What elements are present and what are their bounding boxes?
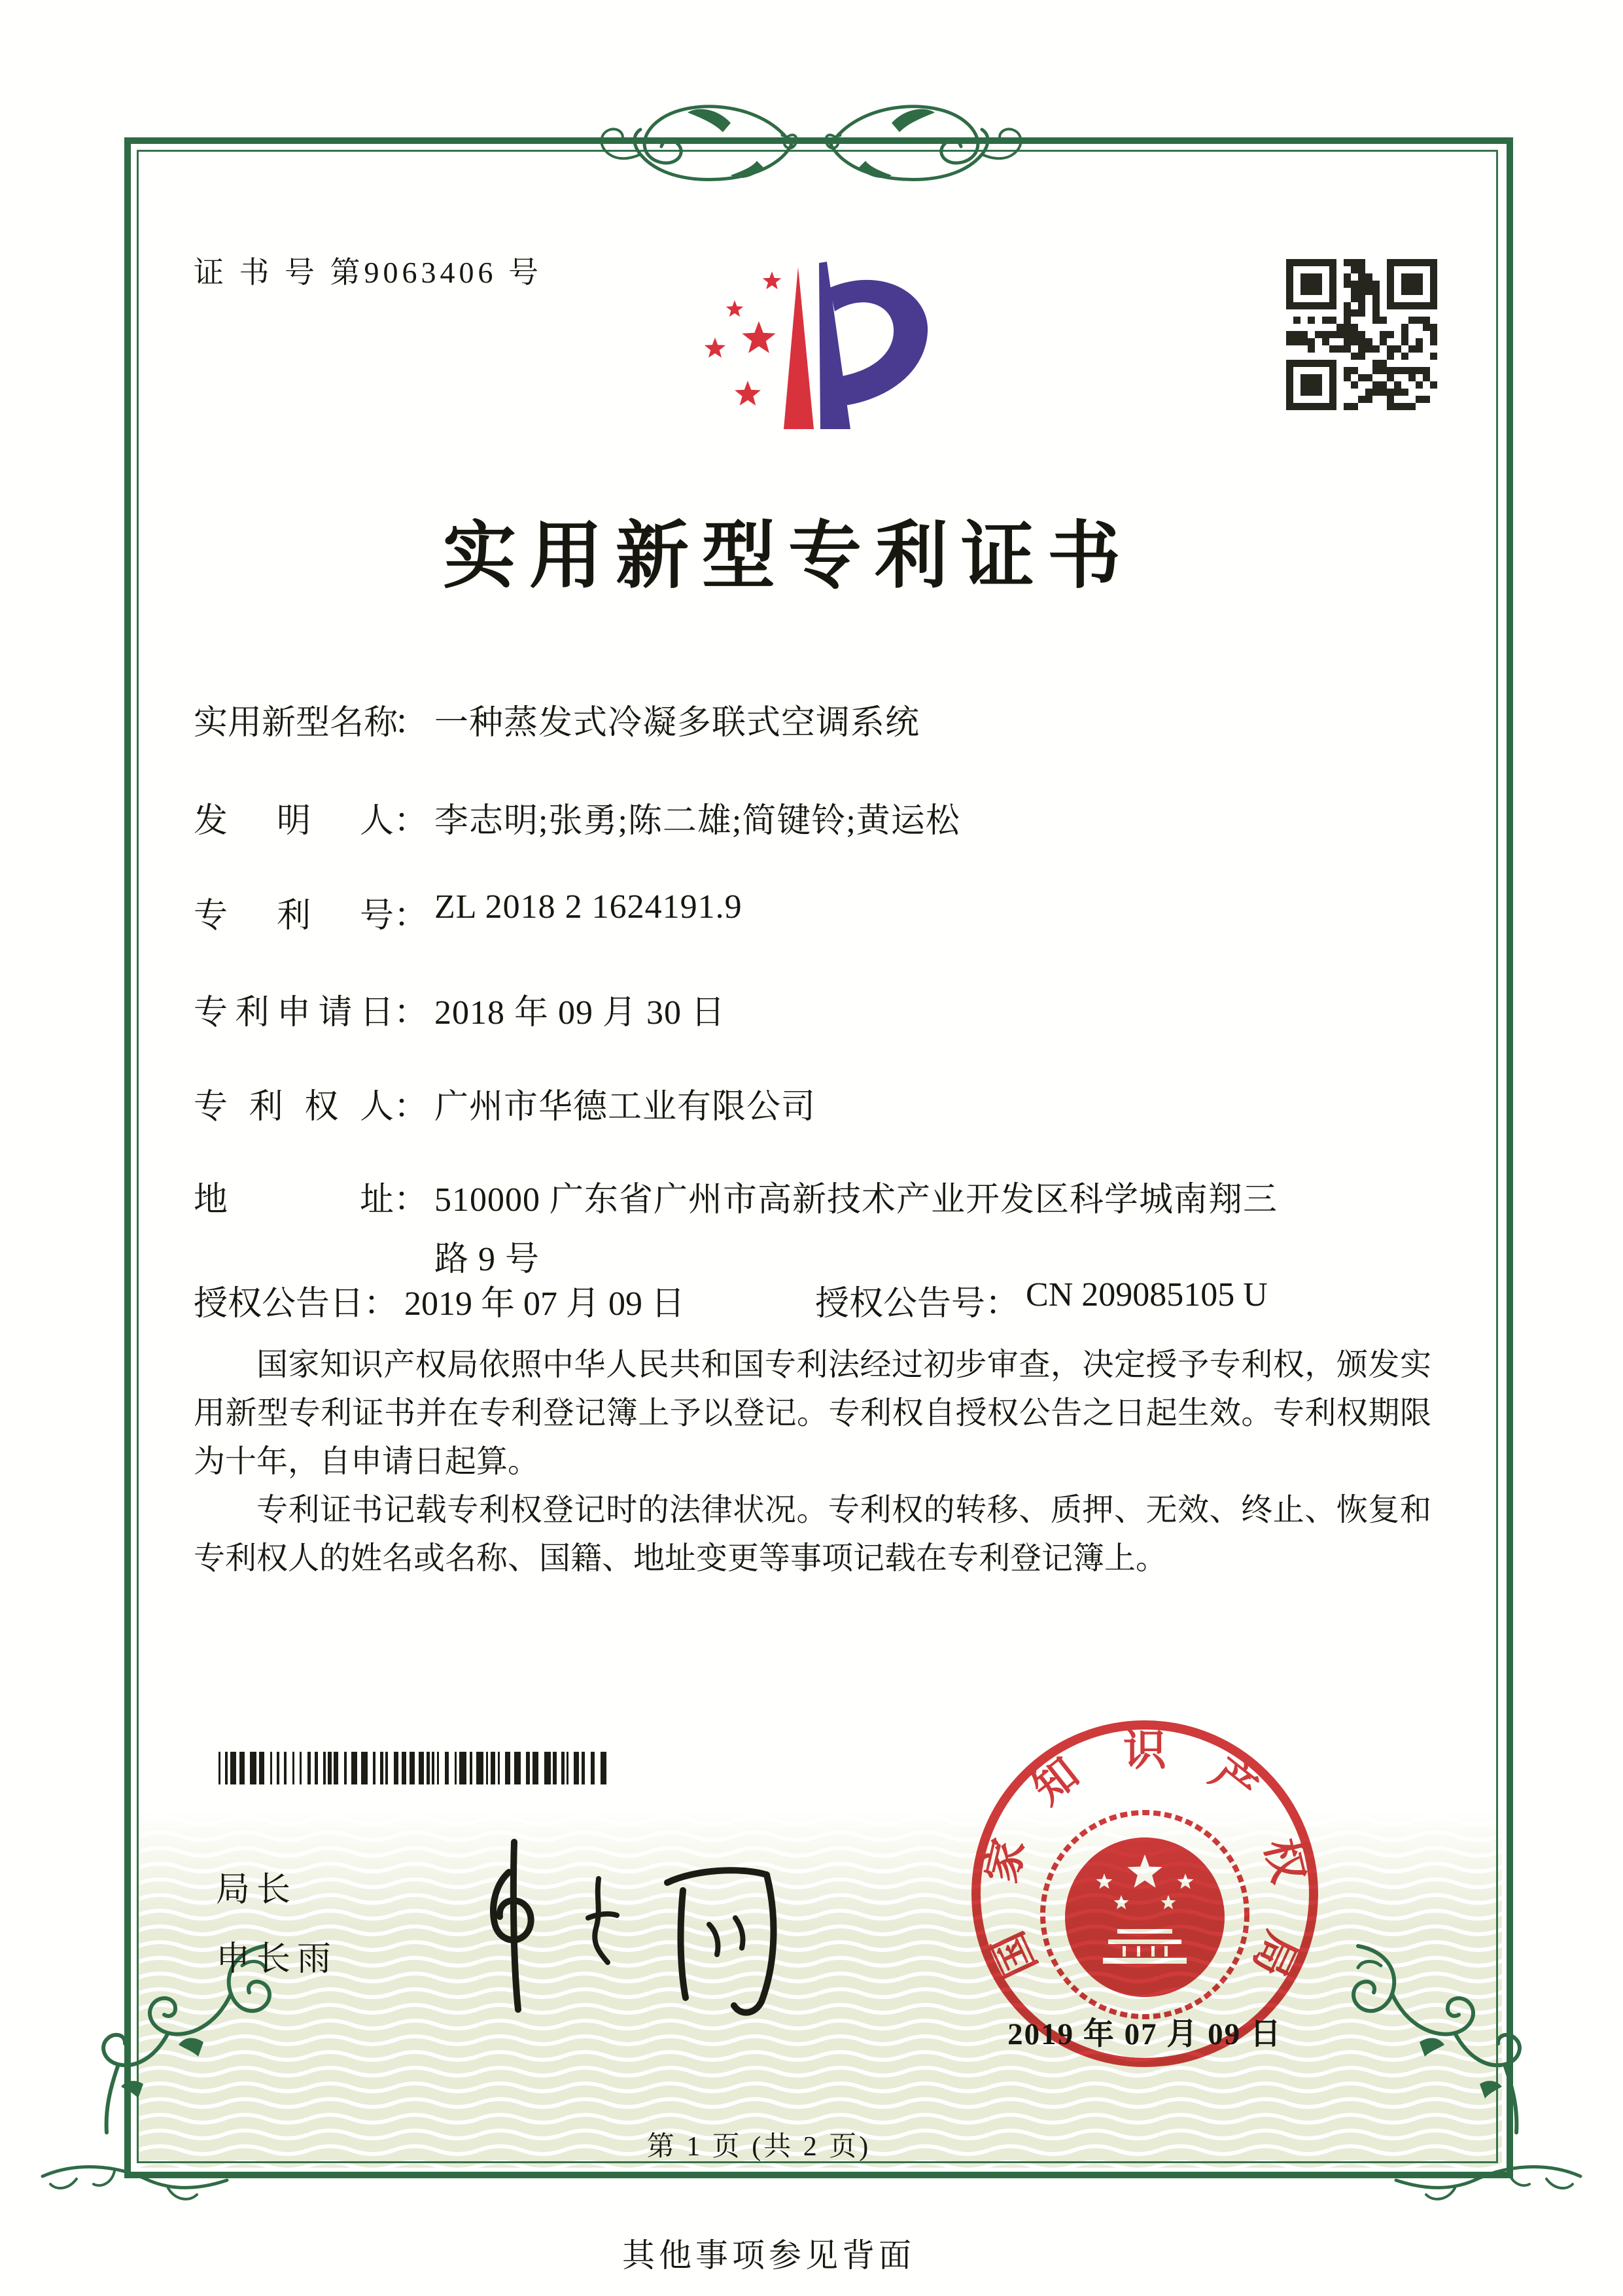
address-line-2: 路 9 号	[434, 1241, 540, 1278]
field-row-name	[194, 695, 920, 744]
grant-number-group	[815, 1276, 1268, 1325]
logo-stars-icon	[705, 271, 782, 406]
field-row-patent-no	[194, 888, 742, 937]
grant-number-value: CN 209085105 U	[1026, 1276, 1268, 1313]
certificate-title: 实用新型专利证书	[443, 516, 1134, 597]
barcode	[218, 1752, 621, 1784]
field-label: 专 利 权 人	[194, 1088, 394, 1126]
director-name: 申长雨	[216, 1941, 338, 1978]
address-line-1: 510000 广东省广州市高新技术产业开发区科学城南翔三	[434, 1181, 1278, 1219]
seal-date: 2019 年 07 月 09 日	[1007, 2017, 1282, 2051]
field-label: 发 明 人	[194, 803, 394, 840]
qr-code	[1286, 259, 1437, 410]
field-label: 专 利 申 请 日	[194, 994, 394, 1032]
svg-text:家: 家	[977, 1834, 1034, 1888]
svg-text:权: 权	[1255, 1834, 1312, 1888]
label-colon: ：	[985, 1285, 1020, 1323]
field-label: 专 利 号	[194, 897, 394, 935]
svg-text:国: 国	[984, 1924, 1046, 1984]
logo-p-bowl	[829, 280, 928, 406]
svg-text:产: 产	[1201, 1749, 1266, 1814]
field-value: 广州市华德工业有限公司	[434, 1088, 816, 1126]
label-colon: ：	[394, 1088, 428, 1126]
field-row-address	[194, 1172, 1278, 1280]
field-value	[434, 1172, 1278, 1280]
label-colon: ：	[394, 704, 428, 742]
grant-number-label: 授权公告号	[815, 1285, 986, 1323]
field-label: 实 用 新 型 名 称	[194, 704, 398, 742]
page-number: 第 1 页 (共 2 页)	[646, 2132, 871, 2162]
label-colon: ：	[394, 994, 428, 1032]
director-signature	[458, 1832, 837, 2041]
grant-date-group	[194, 1276, 685, 1325]
certificate-number: 证 书 号 第9063406 号	[194, 256, 542, 289]
label-colon: ：	[364, 1285, 398, 1323]
field-row-patentee	[194, 1079, 816, 1128]
grant-date-value: 2019 年 07 月 09 日	[404, 1285, 686, 1323]
field-value: 2018 年 09 月 30 日	[434, 994, 726, 1032]
field-value: 一种蒸发式冷凝多联式空调系统	[434, 704, 920, 742]
field-row-inventors	[194, 793, 960, 842]
logo-red-wedge	[784, 267, 814, 429]
back-note: 其他事项参见背面	[622, 2237, 915, 2274]
label-colon: ：	[394, 897, 428, 935]
label-colon: ：	[394, 1181, 428, 1219]
field-value: ZL 2018 2 1624191.9	[434, 888, 742, 926]
label-colon: ：	[394, 803, 428, 840]
grant-date-label: 授权公告日	[194, 1285, 364, 1323]
legal-paragraph-2: 专利证书记载专利权登记时的法律状况。专利权的转移、质押、无效、终止、恢复和专利权人的姓名或名称、国籍、地址变更等事项记载在专利登记簿上。	[194, 1493, 1431, 1576]
patent-office-logo	[686, 247, 941, 444]
svg-text:局: 局	[1244, 1924, 1306, 1984]
svg-text:知: 知	[1024, 1749, 1089, 1814]
top-dragon-ornament	[566, 89, 1056, 200]
legal-paragraph-1: 国家知识产权局依照中华人民共和国专利法经过初步审查，决定授予专利权，颁发实用新型专利证书并在专利登记簿上予以登记。专利权自授权公告之日起生效。专利权期限为十年，自申请日起算。	[194, 1348, 1431, 1479]
director-title: 局长	[216, 1871, 298, 1909]
svg-text:识: 识	[1123, 1727, 1166, 1775]
field-value: 李志明;张勇;陈二雄;简键铃;黄运松	[434, 803, 960, 840]
legal-text	[194, 1341, 1431, 1583]
field-row-filing-date	[194, 984, 725, 1034]
field-label: 地 址	[194, 1181, 394, 1219]
